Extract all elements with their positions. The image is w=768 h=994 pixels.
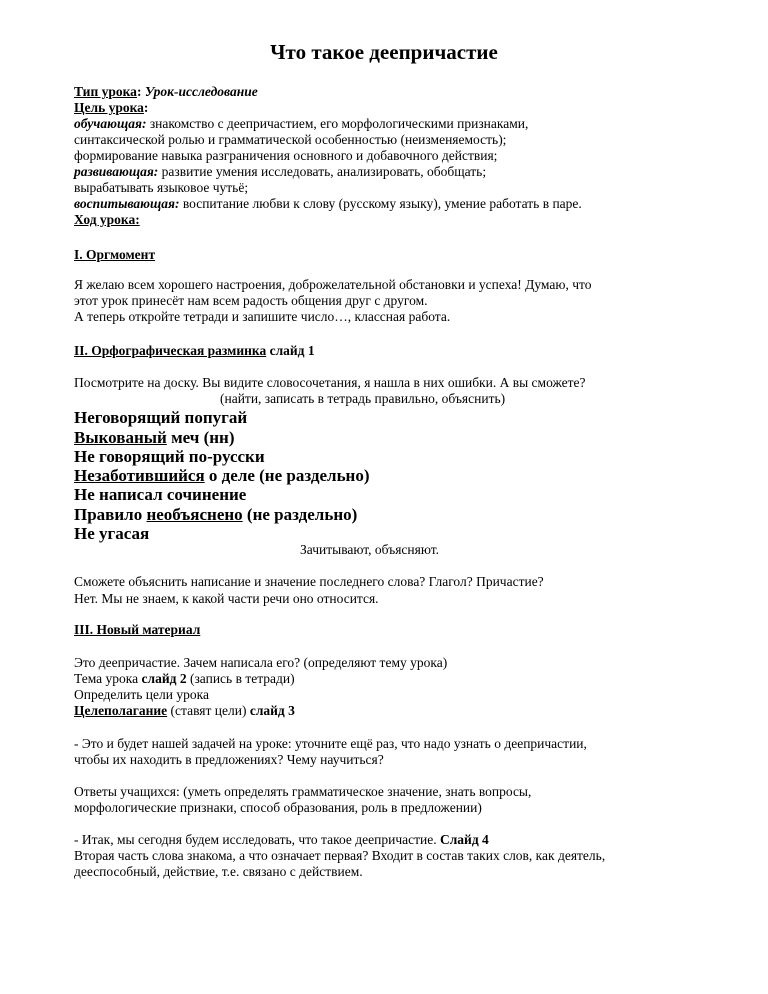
phrase-item: Правило необъяснено (не раздельно): [74, 505, 358, 524]
goal-line: [74, 100, 148, 116]
phrase-item: Не говорящий по-русски: [74, 447, 265, 466]
section-3-line-7: Ответы учащихся: (уметь определять грамматическое значение, знать вопросы,: [74, 784, 532, 799]
page-title: Что такое деепричастие: [270, 40, 498, 64]
phrase-item: Выкованый меч (нн): [74, 428, 235, 447]
slide-4-ref: Слайд 4: [439, 832, 489, 847]
slide-2-ref: слайд 2: [141, 671, 187, 686]
edu-goal-line-3: формирование навыка разграничения основного и добавочного действия;: [74, 148, 498, 163]
section-3-line-9: - Итак, мы сегодня будем исследовать, что такое деепричастие. Слайд 4: [74, 832, 489, 847]
phrase-item: Незаботившийся о деле (не раздельно): [74, 466, 370, 485]
phrase-item: Не угасая: [74, 524, 150, 543]
goal-setting-label: Целеполагание: [74, 703, 168, 718]
section-3-line-2: Тема урока слайд 2 (запись в тетради): [74, 671, 295, 686]
section-3-line-8: морфологические признаки, способ образования, роль в предложении): [74, 800, 482, 815]
section-1-text-2: этот урок принесёт нам всем радость общения друг с другом.: [74, 293, 428, 308]
section-3-line-4: Целеполагание (ставят цели) слайд 3: [74, 703, 295, 718]
lesson-type-line: [74, 84, 258, 100]
course-label: Ход урока:: [74, 212, 140, 227]
section-3-line-3: Определить цели урока: [74, 687, 209, 702]
lesson-type-label: Тип урока: [74, 84, 137, 99]
section-2-text-2: (найти, записать в тетрадь правильно, объяснить): [220, 391, 506, 406]
goal-label: Цель урока: [74, 100, 144, 115]
section-2-text-1: Посмотрите на доску. Вы видите словосочетания, я нашла в них ошибки. А вы сможете?: [74, 375, 586, 390]
section-2-note: Зачитывают, объясняют.: [300, 542, 439, 557]
dev-goal-line-2: вырабатывать языковое чутьё;: [74, 180, 249, 195]
edu-goal-text: знакомство с деепричастием, его морфологическими признаками,: [146, 116, 529, 131]
section-2-question-1: Сможете объяснить написание и значение последнего слова? Глагол? Причастие?: [74, 574, 544, 589]
upb-goal-text: воспитание любви к слову (русскому языку), умение работать в паре.: [179, 196, 582, 211]
dev-goal-line: [74, 164, 486, 180]
edu-goal-line-2: синтаксической ролью и грамматической особенностью (неизменяемость);: [74, 132, 507, 147]
section-3-line-1: Это деепричастие. Зачем написала его? (определяют тему урока): [74, 655, 448, 670]
lesson-type-colon: :: [136, 84, 142, 99]
section-1-text-3: А теперь откройте тетради и запишите число…, классная работа.: [74, 309, 451, 324]
edu-goal-line: [74, 116, 528, 132]
section-3-line-5: - Это и будет нашей задачей на уроке: уточните ещё раз, что надо узнать о деепричастии,: [74, 736, 587, 751]
section-3-line-11: дееспособный, действие, т.е. связано с действием.: [74, 864, 363, 879]
section-1-heading: I. Оргмомент: [74, 247, 156, 262]
section-3-heading: III. Новый материал: [74, 622, 201, 637]
section-2-question-2: Нет. Мы не знаем, к какой части речи оно относится.: [74, 591, 379, 606]
section-1-text-1: Я желаю всем хорошего настроения, доброжелательной обстановки и успеха! Думаю, что: [74, 277, 592, 292]
section-3-line-10: Вторая часть слова знакома, а что означает первая? Входит в состав таких слов, как деятель,: [74, 848, 606, 863]
phrase-item: Неговорящий попугай: [74, 408, 248, 427]
section-2-slide: слайд 1: [266, 343, 315, 358]
upb-goal-label: воспитывающая:: [74, 196, 180, 211]
goal-colon: :: [143, 100, 149, 115]
upb-goal-line: [74, 196, 582, 212]
slide-3-ref: слайд 3: [249, 703, 295, 718]
dev-goal-label: развивающая:: [74, 164, 159, 179]
section-3-line-6: чтобы их находить в предложениях? Чему научиться?: [74, 752, 384, 767]
section-2-heading-line: [74, 343, 315, 359]
section-2-heading: II. Орфографическая разминка: [74, 343, 267, 358]
lesson-type-value: Урок-исследование: [141, 84, 258, 99]
phrase-item: Не написал сочинение: [74, 485, 247, 504]
edu-goal-label: обучающая:: [74, 116, 147, 131]
dev-goal-text: развитие умения исследовать, анализировать, обобщать;: [158, 164, 487, 179]
